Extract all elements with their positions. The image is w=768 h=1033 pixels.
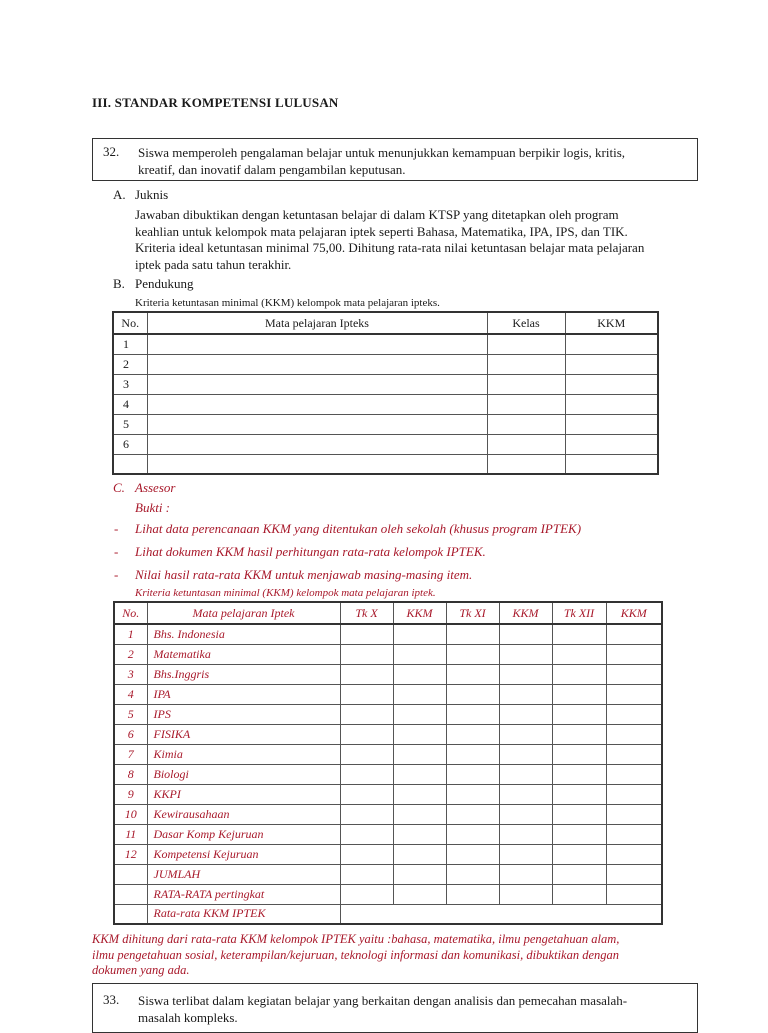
item-32-box [92,138,698,181]
kkm-x-cell[interactable] [393,684,446,704]
tk-x-cell[interactable] [340,844,393,864]
kkm-cell[interactable] [565,334,658,354]
kelas-cell[interactable] [487,394,565,414]
item-32-number: 32. [103,144,120,159]
table-row: 5 [113,414,658,434]
kkm-xi-cell[interactable] [499,804,552,824]
tk-xii-cell[interactable] [552,704,606,724]
table-row: 9 KKPI [114,784,662,804]
tk-xii-cell[interactable] [552,884,606,904]
table-header-row [113,312,658,334]
col-header-tk-xii: Tk XII [552,602,606,624]
tk-xi-cell[interactable] [446,704,499,724]
tk-xii-cell[interactable] [552,864,606,884]
kkm-xi-cell[interactable] [499,844,552,864]
table-row: 11 Dasar Komp Kejuruan [114,824,662,844]
kkm-x-cell[interactable] [393,884,446,904]
kkm-xi-cell[interactable] [499,644,552,664]
tk-xi-cell[interactable] [446,824,499,844]
tk-xi-cell[interactable] [446,864,499,884]
col-header-tk-x: Tk X [340,602,393,624]
assesor-label: Assesor [135,480,176,495]
table-row: 5 IPS [114,704,662,724]
col-header-no: No. [114,602,147,624]
table-row [113,454,658,474]
kkm-x-cell[interactable] [393,744,446,764]
rata-rata-kkm-iptek-value-cell[interactable] [340,904,662,924]
tk-xii-cell[interactable] [552,844,606,864]
kkm-x-cell[interactable] [393,724,446,744]
kkm-x-cell[interactable] [393,624,446,644]
subject-cell[interactable] [147,454,487,474]
subject-cell: Dasar Komp Kejuruan [147,824,340,844]
table-row: 4 IPA [114,684,662,704]
kkm-xii-cell[interactable] [606,884,662,904]
juknis-label: Juknis [135,187,169,202]
item-33-box [92,983,698,1033]
kkm-x-cell[interactable] [393,764,446,784]
kkm-xii-cell[interactable] [606,864,662,884]
subject-cell[interactable] [147,374,487,394]
tk-xii-cell[interactable] [552,644,606,664]
juknis-paragraph: Jawaban dibuktikan dengan ketuntasan belajar di dalam KTSP yang ditetapkan oleh program keahlian untuk kelompok mata pelajaran iptek seperti Bahasa, Matematika, IPA, IPS, dan TIK. Kriteria ideal ketuntasan minimal 75,00. Dihitung rata-rata nilai ketuntasan belajar mata pelajaran iptek pada satu tahun terakhir. [135,207,645,272]
subject-cell: Biologi [147,764,340,784]
tk-x-cell[interactable] [340,864,393,884]
col-header-kkm: KKM [565,312,658,334]
kkm-xi-cell[interactable] [499,764,552,784]
kkm-xi-cell[interactable] [499,624,552,644]
juknis-heading: A. Juknis [113,187,169,202]
table-row: 3 [113,374,658,394]
assesor-kkm-table [113,601,663,925]
col-header-subject: Mata pelajaran Iptek [147,602,340,624]
tk-xii-cell[interactable] [552,784,606,804]
subject-cell: RATA-RATA pertingkat [147,884,340,904]
kkm-xii-cell[interactable] [606,644,662,664]
tk-xi-cell[interactable] [446,664,499,684]
table-row: 8 Biologi [114,764,662,784]
bullet-marker: - [114,521,119,536]
kkm-xii-cell[interactable] [606,684,662,704]
kkm-cell[interactable] [565,374,658,394]
tk-xi-cell[interactable] [446,784,499,804]
kkm-xii-cell[interactable] [606,704,662,724]
kkm-xi-cell[interactable] [499,724,552,744]
kkm-cell[interactable] [565,454,658,474]
item-33-number: 33. [103,992,120,1007]
kkm-xii-cell[interactable] [606,624,662,644]
subject-cell[interactable] [147,394,487,414]
subject-cell: Rata-rata KKM IPTEK [147,904,340,924]
tk-xii-cell[interactable] [552,724,606,744]
kkm-x-cell[interactable] [393,784,446,804]
kkm-xii-cell[interactable] [606,824,662,844]
col-header-kelas: Kelas [487,312,565,334]
assesor-caption: Kriteria ketuntasan minimal (KKM) kelompok mata pelajaran iptek. [135,587,436,599]
tk-xi-cell[interactable] [446,744,499,764]
tk-xi-cell[interactable] [446,804,499,824]
item-33-text: Siswa terlibat dalam kegiatan belajar yang berkaitan dengan analisis dan pemecahan masalah- masalah kompleks. [138,993,628,1025]
subject-cell[interactable] [147,414,487,434]
tk-xi-cell[interactable] [446,724,499,744]
kkm-xi-cell[interactable] [499,664,552,684]
kkm-note: KKM dihitung dari rata-rata KKM kelompok IPTEK yaitu :bahasa, matematika, ilmu pengetahuan alam, ilmu pengetahuan sosial, keterampilan/kejuruan, teknologi informasi dan komunikasi, dibuktikan dengan dokumen yang ada. [92,932,620,977]
kkm-cell[interactable] [565,354,658,374]
table-row: 6 FISIKA [114,724,662,744]
kkm-xi-cell[interactable] [499,884,552,904]
assesor-heading: C. Assesor [113,480,176,495]
kkm-xi-cell[interactable] [499,824,552,844]
tk-xii-cell[interactable] [552,624,606,644]
table-row: 3 Bhs.Inggris [114,664,662,684]
table-row: 7 Kimia [114,744,662,764]
tk-xi-cell[interactable] [446,684,499,704]
tk-xii-cell[interactable] [552,744,606,764]
table-row: 6 [113,434,658,454]
tk-x-cell[interactable] [340,764,393,784]
kkm-cell[interactable] [565,394,658,414]
rata-rata-pertingkat-row [114,884,662,904]
kkm-xi-cell[interactable] [499,684,552,704]
col-header-no: No. [113,312,147,334]
kkm-x-cell[interactable] [393,664,446,684]
kkm-x-cell[interactable] [393,844,446,864]
tk-xii-cell[interactable] [552,824,606,844]
col-header-tk-xi: Tk XI [446,602,499,624]
tk-x-cell[interactable] [340,824,393,844]
subject-cell[interactable] [147,434,487,454]
tk-xii-cell[interactable] [552,804,606,824]
tk-xii-cell[interactable] [552,684,606,704]
tk-xii-cell[interactable] [552,664,606,684]
kelas-cell[interactable] [487,454,565,474]
subject-cell: KKPI [147,784,340,804]
tk-xi-cell[interactable] [446,644,499,664]
kkm-x-cell[interactable] [393,824,446,844]
subject-cell: Kimia [147,744,340,764]
kkm-xii-cell[interactable] [606,724,662,744]
table-row: 10 Kewirausahaan [114,804,662,824]
kelas-cell[interactable] [487,354,565,374]
subject-cell: JUMLAH [147,864,340,884]
table-row: 4 [113,394,658,414]
kkm-cell[interactable] [565,434,658,454]
bukti-label: Bukti : [135,500,171,515]
col-header-subject: Mata pelajaran Ipteks [147,312,487,334]
kkm-cell[interactable] [565,414,658,434]
kkm-xii-cell[interactable] [606,744,662,764]
subject-cell: Kewirausahaan [147,804,340,824]
tk-x-cell[interactable] [340,724,393,744]
tk-xi-cell[interactable] [446,844,499,864]
bukti-item-2: Lihat dokumen KKM hasil perhitungan rata-rata kelompok IPTEK. [135,544,486,559]
subject-cell: Kompetensi Kejuruan [147,844,340,864]
section-title: III. STANDAR KOMPETENSI LULUSAN [92,95,339,110]
kkm-xi-cell[interactable] [499,704,552,724]
kkm-xii-cell[interactable] [606,844,662,864]
kkm-xii-cell[interactable] [606,784,662,804]
tk-x-cell[interactable] [340,784,393,804]
jumlah-row [114,864,662,884]
kkm-xi-cell[interactable] [499,744,552,764]
subject-cell: Bhs.Inggris [147,664,340,684]
kkm-x-cell[interactable] [393,644,446,664]
tk-x-cell[interactable] [340,644,393,664]
subject-cell: IPS [147,704,340,724]
tk-x-cell[interactable] [340,804,393,824]
item-32-text: Siswa memperoleh pengalaman belajar untuk menunjukkan kemampuan berpikir logis, kritis, kreatif, dan inovatif dalam pengambilan keputusan. [138,145,626,177]
subject-cell[interactable] [147,334,487,354]
tk-xii-cell[interactable] [552,764,606,784]
kelas-cell[interactable] [487,374,565,394]
pendukung-heading: B. Pendukung [113,276,194,291]
subject-cell: FISIKA [147,724,340,744]
pendukung-table [112,311,659,475]
kkm-x-cell[interactable] [393,804,446,824]
subject-cell: Bhs. Indonesia [147,624,340,644]
pendukung-caption: Kriteria ketuntasan minimal (KKM) kelompok mata pelajaran ipteks. [135,297,440,309]
kkm-xii-cell[interactable] [606,804,662,824]
table-row: 1 [113,334,658,354]
table-row: 1 Bhs. Indonesia [114,624,662,644]
tk-x-cell[interactable] [340,664,393,684]
bullet-marker: - [114,567,119,582]
table-row: 12 Kompetensi Kejuruan [114,844,662,864]
subject-cell: IPA [147,684,340,704]
rata-rata-kkm-iptek-row [114,904,662,924]
kkm-xi-cell[interactable] [499,864,552,884]
tk-xi-cell[interactable] [446,884,499,904]
bukti-item-1: Lihat data perencanaan KKM yang ditentukan oleh sekolah (khusus program IPTEK) [135,521,582,536]
kelas-cell[interactable] [487,414,565,434]
tk-x-cell[interactable] [340,884,393,904]
tk-xi-cell[interactable] [446,624,499,644]
kelas-cell[interactable] [487,434,565,454]
subject-cell: Matematika [147,644,340,664]
tk-x-cell[interactable] [340,624,393,644]
col-header-kkm-xi: KKM [499,602,552,624]
kkm-xii-cell[interactable] [606,664,662,684]
kelas-cell[interactable] [487,334,565,354]
tk-xi-cell[interactable] [446,764,499,784]
col-header-kkm-xii: KKM [606,602,662,624]
kkm-x-cell[interactable] [393,704,446,724]
kkm-xi-cell[interactable] [499,784,552,804]
table-row: 2 [113,354,658,374]
pendukung-label: Pendukung [135,276,194,291]
tk-x-cell[interactable] [340,684,393,704]
table-row: 2 Matematika [114,644,662,664]
subject-cell[interactable] [147,354,487,374]
tk-x-cell[interactable] [340,744,393,764]
kkm-x-cell[interactable] [393,864,446,884]
table-header-row [114,602,662,624]
bullet-marker: - [114,544,119,559]
kkm-xii-cell[interactable] [606,764,662,784]
bukti-item-3: Nilai hasil rata-rata KKM untuk menjawab masing-masing item. [135,567,473,582]
col-header-kkm-x: KKM [393,602,446,624]
tk-x-cell[interactable] [340,704,393,724]
